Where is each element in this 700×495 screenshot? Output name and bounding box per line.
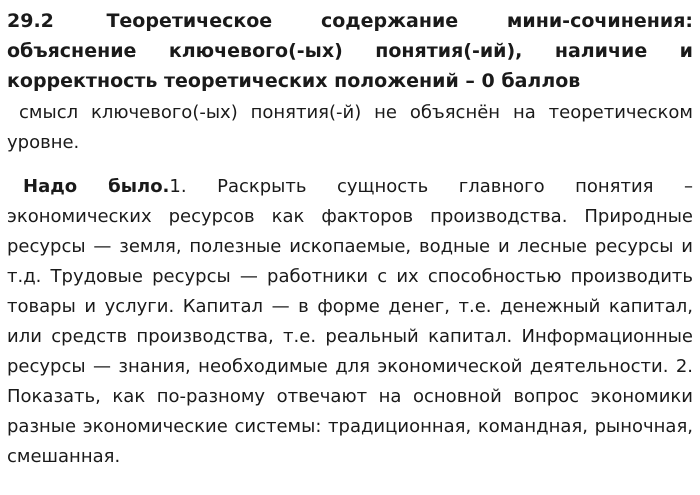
expected-paragraph: [7, 172, 693, 472]
expected-text: 1. Раскрыть сущность главного понятия – экономических ресурсов как факторов производства. Природные ресурсы — земля, полезные ископаемые, водные и лесные ресурсы и т.д. Трудовые ресурсы — работники с их способностью производить товары и услуги. Капитал — в форме денег, т.е. денежный капитал, или средств производства, т.е. реальный капитал. Информационные ресурсы — знания, необходимые для экономической деятельности. 2. Показать, как по-разному отвечают на основной вопрос экономики разные экономические системы: традиционная, командная, рыночная, смешанная.: [7, 176, 693, 467]
expected-label: Надо было.: [23, 176, 170, 197]
comment-paragraph: смысл ключевого(-ых) понятия(-й) не объяснён на теоретическом уровне.: [7, 102, 693, 153]
section-heading: [7, 6, 693, 96]
document-body: [7, 6, 693, 472]
section-title: Теоретическое содержание мини-сочинения: объяснение ключевого(-ых) понятия(-ий), наличие и корректность теоретических положений – 0 баллов: [7, 10, 693, 92]
section-number: 29.2: [7, 10, 54, 32]
